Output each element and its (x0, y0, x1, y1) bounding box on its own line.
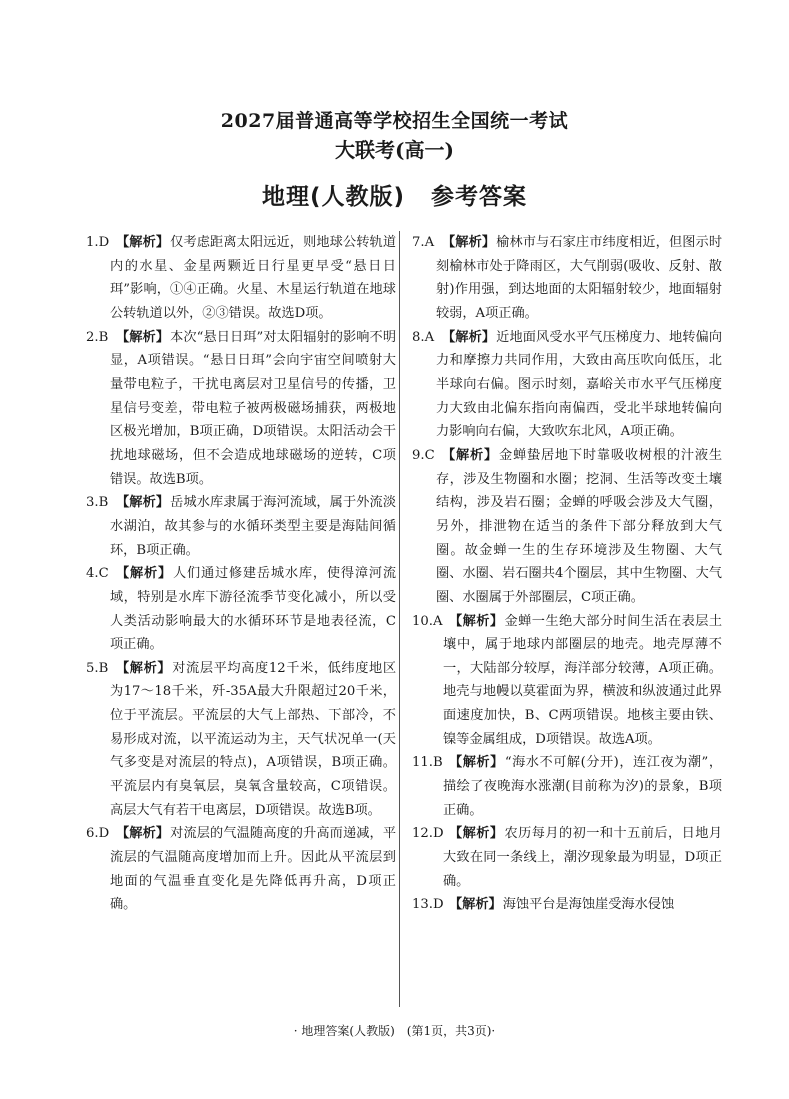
answer-number: 2.B (86, 329, 109, 345)
answer-item (412, 751, 722, 822)
answer-text: 对流层平均高度12千米，低纬度地区为17～18千米，歼-35A最大升限超过20千米，位于平流层。平流层的大气上部热、下部冷，不易形成对流，以平流运动为主，天气状况单一(天气多变是对流层的特点)，A项错误，B项正确。平流层内有臭氧层，臭氧含量较高，C项错误。高层大气有若干电离层，D项错误。故选B项。 (110, 660, 397, 818)
answer-item (86, 822, 396, 917)
answer-text: 金蝉蛰居地下时靠吸收树根的汁液生存，涉及生物圈和水圈；挖洞、生活等改变土壤结构，涉及岩石圈；金蝉的呼吸会涉及大气圈，另外，排泄物在适当的条件下部分释放到大气圈。故金蝉一生的生存环境涉及生物圈、大气圈、水圈、岩石圈共4个圈层，其中生物圈、大气圈、水圈属于外部圈层，C项正确。 (436, 447, 723, 605)
exam-subtitle: 大联考(高一) (335, 138, 454, 162)
answer-number: 1.D (86, 235, 110, 250)
analysis-tag: 【解析】 (449, 755, 504, 771)
answer-item (86, 562, 396, 657)
analysis-tag: 【解析】 (116, 495, 170, 511)
answer-text: 近地面风受水平气压梯度力、地转偏向力和摩擦力共同作用，大致由高压吹向低压，北半球向右偏。图示时刻，嘉峪关市水平气压梯度力大致由北偏东指向南偏西，受北半球地转偏向力影响向右偏，大致吹东北风，A项正确。 (436, 329, 723, 440)
answer-text: 本次“悬日日珥”对太阳辐射的影响不明显，A项错误。“悬日日珥”会向宇宙空间喷射大量带电粒子，干扰电离层对卫星信号的传播，卫星信号变差，带电粒子被两极磁场捕获，两极地区极光增加，B项正确，D项错误。太阳活动会干扰地球磁场，但不会造成地球磁场的逆转，C项错误。故选B项。 (110, 329, 397, 487)
analysis-tag: 【解析】 (442, 235, 496, 250)
answer-text: “海水不可解(分开)，连江夜为潮”，描绘了夜晚海水涨潮(目前称为汐)的景象，B项正确。 (443, 755, 723, 818)
answer-number: 12.D (412, 826, 444, 842)
answer-text: 农历每月的初一和十五前后，日地月大致在同一条线上，潮汐现象最为明显，D项正确。 (443, 826, 723, 889)
answer-item (412, 610, 722, 752)
answer-item (412, 893, 722, 917)
answer-text: 对流层的气温随高度的升高而递减，平流层的气温随高度增加而上升。因此从平流层到地面的气温垂直变化是先降低再升高，D项正确。 (110, 826, 397, 913)
answer-text: 榆林市与石家庄市纬度相近，但图示时刻榆林市处于降雨区，大气削弱(吸收、反射、散射)作用强，到达地面的太阳辐射较少，地面辐射较弱，A项正确。 (436, 235, 723, 321)
analysis-tag: 【解析】 (449, 613, 504, 629)
answer-item (412, 822, 722, 893)
answer-number: 9.C (412, 447, 435, 463)
answer-text: 人们通过修建岳城水库，使得漳河流域，特别是水库下游径流季节变化减小，所以受人类活动影响最大的水循环环节是地表径流，C项正确。 (110, 566, 397, 653)
right-column (412, 231, 722, 917)
analysis-tag: 【解析】 (116, 235, 170, 250)
answer-item (412, 326, 722, 444)
answer-item (412, 444, 722, 610)
analysis-tag: 【解析】 (116, 329, 170, 345)
exam-title: 2027届普通高等学校招生全国统一考试 (220, 110, 569, 132)
answer-number: 13.D (412, 897, 444, 913)
answer-key-title (0, 178, 789, 211)
answer-item (86, 491, 396, 562)
analysis-tag: 【解析】 (449, 826, 504, 842)
answer-item (86, 326, 396, 492)
answer-item (412, 231, 722, 326)
analysis-tag: 【解析】 (442, 329, 496, 345)
answer-number: 6.D (86, 826, 110, 842)
doc-type-label: 参考答案 (431, 184, 528, 210)
analysis-tag: 【解析】 (116, 566, 172, 582)
answer-text: 金蝉一生绝大部分时间生活在表层土壤中，属于地球内部圈层的地壳。地壳厚薄不一，大陆部分较厚，海洋部分较薄，A项正确。地壳与地幔以莫霍面为界，横波和纵波通过此界面速度加快，B、C两项错误。地核主要由铁、镍等金属组成，D项错误。故选A项。 (443, 613, 723, 747)
left-column (86, 231, 396, 917)
answer-number: 11.B (412, 755, 443, 771)
answer-text: 海蚀平台是海蚀崖受海水侵蚀 (502, 897, 675, 913)
analysis-tag: 【解析】 (442, 447, 498, 463)
answer-number: 3.B (86, 495, 109, 511)
answer-item (86, 657, 396, 823)
analysis-tag: 【解析】 (116, 826, 170, 842)
answer-text: 仅考虑距离太阳远近，则地球公转轨道内的水星、金星两颗近日行星更早受“悬日日珥”影响，①④正确。火星、木星运行轨道在地球公转轨道以外，②③错误。故选D项。 (110, 235, 397, 321)
answer-number: 8.A (412, 329, 435, 345)
answer-number: 10.A (412, 613, 443, 629)
column-divider (399, 231, 400, 1007)
answer-number: 7.A (412, 235, 435, 250)
answer-text: 岳城水库隶属于海河流域，属于外流淡水湖泊，故其参与的水循环类型主要是海陆间循环，B项正确。 (110, 495, 397, 558)
page-footer: · 地理答案(人教版) (第1页，共3页)· (293, 1024, 496, 1038)
analysis-tag: 【解析】 (116, 660, 172, 676)
answer-number: 5.B (86, 660, 109, 676)
analysis-tag: 【解析】 (449, 897, 502, 913)
answer-item (86, 231, 396, 326)
subject-label: 地理(人教版) (261, 184, 406, 210)
answer-number: 4.C (86, 566, 109, 582)
